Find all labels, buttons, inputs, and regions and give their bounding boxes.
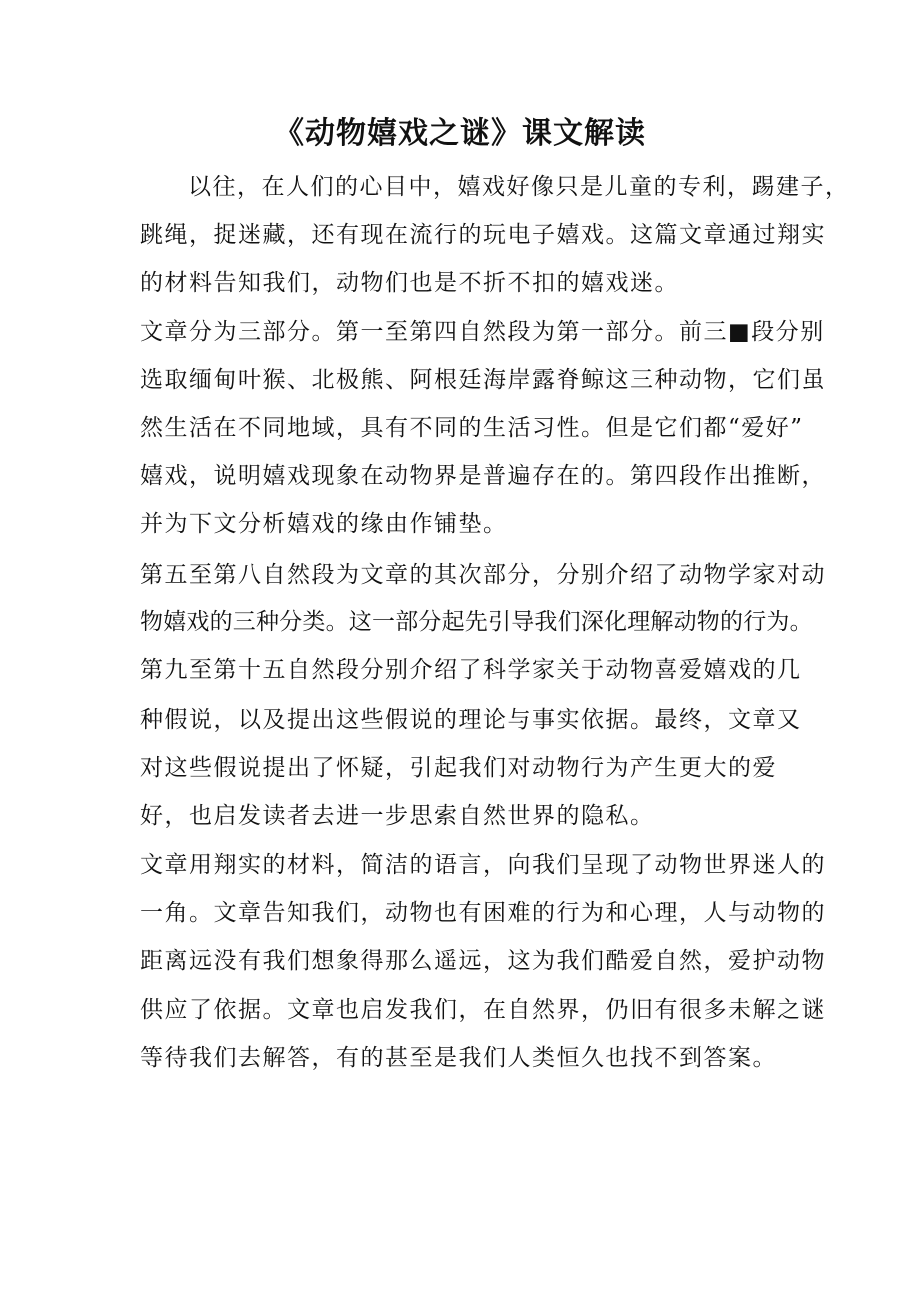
- text-line-13: 对这些假说提出了怀疑，引起我们对动物行为产生更大的爱: [140, 755, 777, 781]
- text-line-7: 嬉戏，说明嬉戏现象在动物界是普遍存在的。第四段作出推断，: [140, 463, 826, 489]
- text-line-17: 距离远没有我们想象得那么遥远，这为我们酷爱自然，爱护动物: [140, 948, 826, 974]
- text-line-12: 种假说，以及提出这些假说的理论与事实依据。最终，文章又: [140, 707, 802, 733]
- text-line-6: 然生活在不同地域，具有不同的生活习性。但是它们都“爱好”: [140, 415, 804, 441]
- text-line-4: 文章分为三部分。第一至第四自然段为第一部分。前三■段分别: [140, 319, 825, 345]
- text-line-8: 并为下文分析嬉戏的缘由作铺垫。: [140, 511, 508, 537]
- text-line-3: 的材料告知我们，动物们也是不折不扣的嬉戏迷。: [140, 270, 679, 296]
- text-line-9: 第五至第八自然段为文章的其次部分，分别介绍了动物学家对动: [140, 562, 826, 588]
- text-line-18: 供应了依据。文章也启发我们，在自然界，仍旧有很多未解之谜: [140, 997, 826, 1023]
- text-line-14: 好，也启发读者去进一步思索自然世界的隐私。: [140, 803, 655, 829]
- document-title: 《动物嬉戏之谜》课文解读: [274, 116, 646, 151]
- text-line-19: 等待我们去解答，有的甚至是我们人类恒久也找不到答案。: [140, 1045, 777, 1071]
- text-line-11: 第九至第十五自然段分别介绍了科学家关于动物喜爱嬉戏的几: [140, 657, 802, 683]
- text-line-2: 跳绳，捉迷藏，还有现在流行的玩电子嬉戏。这篇文章通过翔实: [140, 222, 826, 248]
- text-line-16: 一角。文章告知我们，动物也有困难的行为和心理，人与动物的: [140, 900, 826, 926]
- text-line-5: 选取缅甸叶猴、北极熊、阿根廷海岸露脊鲸这三种动物，它们虽: [140, 367, 826, 393]
- text-line-10: 物嬉戏的三种分类。这一部分起先引导我们深化理解动物的行为。: [140, 609, 813, 635]
- text-line-1: 以往，在人们的心目中，嬉戏好像只是儿童的专利，踢建子，: [188, 174, 850, 200]
- text-line-15: 文章用翔实的材料，简洁的语言，向我们呈现了动物世界迷人的: [140, 852, 826, 878]
